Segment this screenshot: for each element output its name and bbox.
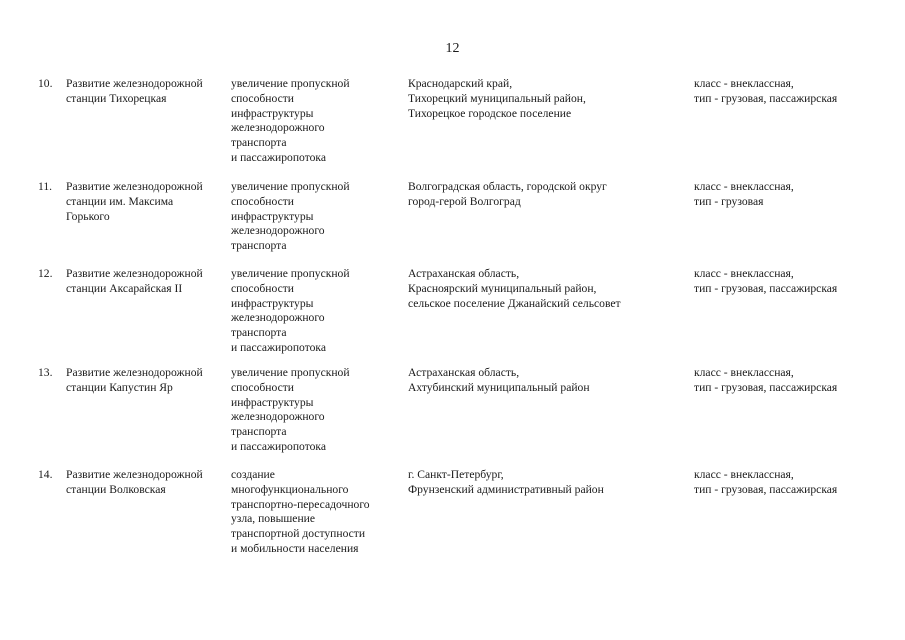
object-name: Развитие железнодорожной станции Аксарайская II (66, 267, 203, 295)
station-table (0, 77, 905, 568)
table-row (0, 77, 905, 180)
table-row (0, 267, 905, 366)
table-row (0, 366, 905, 468)
row-number: 13. (38, 366, 53, 379)
object-purpose: создание многофункционального транспортно-пересадочного узла, повышение транспортной доступности и мобильности населения (231, 468, 370, 555)
object-location: г. Санкт-Петербург, Фрунзенский административный район (408, 468, 604, 496)
object-purpose: увеличение пропускной способности инфраструктуры железнодорожного транспорта и пассажиропотока (231, 267, 350, 354)
row-number: 14. (38, 468, 53, 481)
object-purpose: увеличение пропускной способности инфраструктуры железнодорожного транспорта и пассажиропотока (231, 77, 350, 164)
page-number: 12 (445, 41, 460, 56)
row-number: 11. (38, 180, 53, 193)
object-name: Развитие железнодорожной станции им. Максима Горького (66, 180, 203, 223)
object-location: Астраханская область, Ахтубинский муниципальный район (408, 366, 590, 394)
row-number: 10. (38, 77, 53, 90)
object-characteristics: класс - внеклассная, тип - грузовая, пассажирская (694, 77, 838, 105)
table-row (0, 468, 905, 568)
row-number: 12. (38, 267, 53, 280)
object-purpose: увеличение пропускной способности инфраструктуры железнодорожного транспорта (231, 180, 350, 253)
table-row (0, 180, 905, 267)
object-characteristics: класс - внеклассная, тип - грузовая, пассажирская (694, 267, 838, 295)
object-purpose: увеличение пропускной способности инфраструктуры железнодорожного транспорта и пассажиропотока (231, 366, 350, 453)
object-characteristics: класс - внеклассная, тип - грузовая (694, 180, 794, 208)
object-location: Краснодарский край, Тихорецкий муниципальный район, Тихорецкое городское поселение (408, 77, 586, 120)
object-name: Развитие железнодорожной станции Тихорецкая (66, 77, 203, 105)
object-characteristics: класс - внеклассная, тип - грузовая, пассажирская (694, 366, 838, 394)
object-name: Развитие железнодорожной станции Волковская (66, 468, 203, 496)
object-location: Волгоградская область, городской округ город-герой Волгоград (408, 180, 607, 208)
object-name: Развитие железнодорожной станции Капустин Яр (66, 366, 203, 394)
object-location: Астраханская область, Красноярский муниципальный район, сельское поселение Джанайский сельсовет (408, 267, 621, 310)
object-characteristics: класс - внеклассная, тип - грузовая, пассажирская (694, 468, 838, 496)
